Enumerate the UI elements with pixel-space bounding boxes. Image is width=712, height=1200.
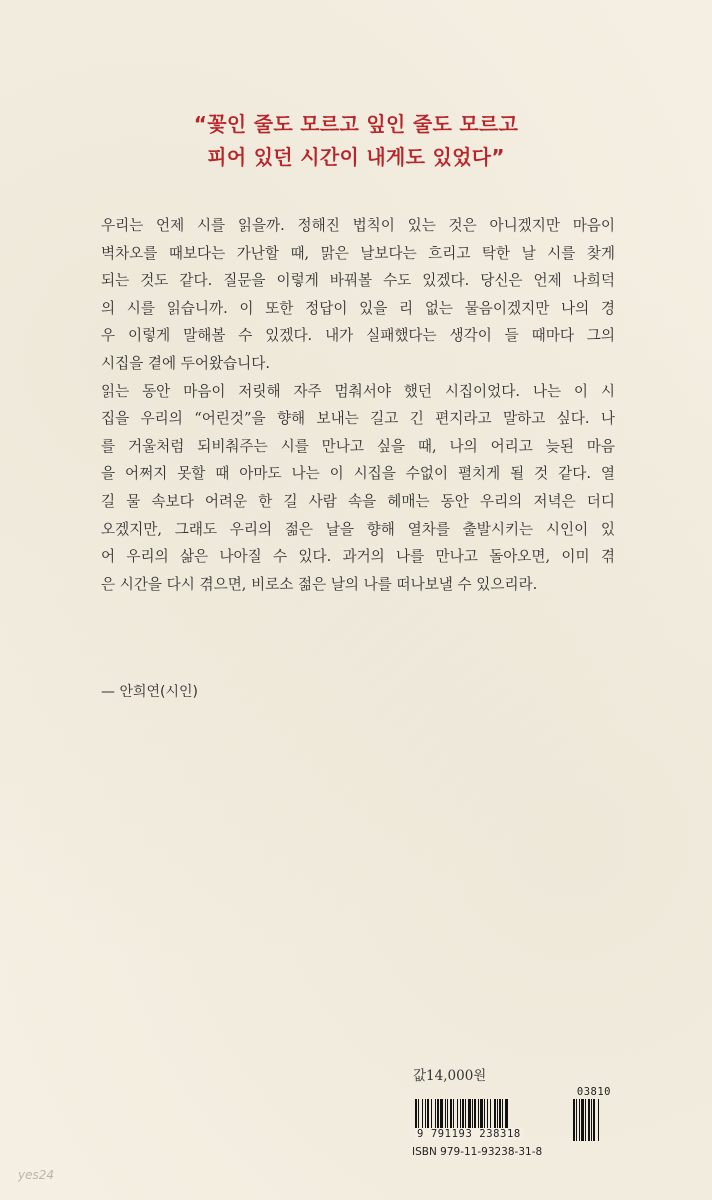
blurb-line: 벽차오를 때보다는 가난할 때, 맑은 날보다는 흐리고 탁한 날 시를 찾게 — [101, 244, 615, 262]
blurb-line: 읽는 동안 마음이 저릿해 자주 멈춰서야 했던 시집이었다. 나는 이 시 — [101, 382, 615, 400]
blurb-author: — 안희연(시인) — [101, 684, 198, 700]
blurb-line: 우 이렇게 말해볼 수 있겠다. 내가 실패했다는 생각이 들 때마다 그의 — [101, 327, 615, 345]
barcode-addon-code: 03810 — [576, 1086, 611, 1098]
blurb-line: 의 시를 읽습니까. 이 또한 정답이 있을 리 없는 물음이겠지만 나의 경 — [101, 299, 615, 317]
pull-quote-line-2: 피어 있던 시간이 내게도 있었다” — [207, 145, 505, 169]
isbn-number: ISBN 979-11-93238-31-8 — [412, 1146, 543, 1158]
barcode-digits: 9 791193 238318 — [417, 1128, 521, 1140]
blurb-line: 은 시간을 다시 겪으면, 비로소 젊은 날의 나를 떠나보낼 수 있으리라. — [101, 575, 538, 593]
blurb-line: 우리는 언제 시를 읽을까. 정해진 법칙이 있는 것은 아니겠지만 마음이 — [101, 217, 615, 234]
blurb-line: 를 거울처럼 되비춰주는 시를 만나고 싶을 때, 나의 어리고 늦된 마음 — [101, 437, 615, 455]
pull-quote — [0, 108, 712, 174]
blurb-line: 을 어쩌지 못할 때 아마도 나는 이 시집을 수없이 펼치게 될 것 같다. 열 — [101, 465, 615, 483]
watermark: yes24 — [18, 1168, 55, 1182]
blurb-line: 되는 것도 같다. 질문을 이렇게 바꿔볼 수도 있겠다. 당신은 언제 나희덕 — [101, 272, 615, 290]
pull-quote-line-1: “꽃인 줄도 모르고 잎인 줄도 모르고 — [193, 112, 519, 136]
blurb-line: 오겠지만, 그래도 우리의 젊은 날을 향해 열차를 출발시키는 시인이 있 — [101, 520, 615, 538]
blurb-line: 집을 우리의 “어린것”을 향해 보내는 길고 긴 편지라고 말하고 싶다. 나 — [101, 410, 615, 428]
blurb-line: 길 물 속보다 어려운 한 길 사람 속을 헤매는 동안 우리의 저녁은 더디 — [101, 492, 615, 510]
blurb-text — [101, 212, 615, 598]
price-label: 값14,000원 — [413, 1068, 487, 1084]
blurb-line: 시집을 곁에 두어왔습니다. — [101, 354, 270, 372]
blurb-line: 어 우리의 삶은 나아질 수 있다. 과거의 나를 만나고 돌아오면, 이미 겪 — [101, 548, 615, 566]
